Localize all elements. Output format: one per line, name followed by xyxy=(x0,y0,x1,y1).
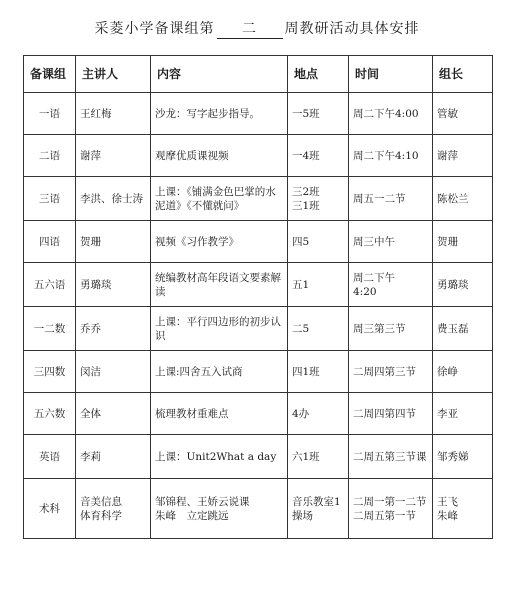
cell-speaker: 王红梅 xyxy=(76,93,151,135)
table-row xyxy=(24,93,493,135)
cell-time: 周二下午4:00 xyxy=(349,93,433,135)
cell-leader: 费玉磊 xyxy=(433,307,493,351)
cell-speaker: 贺珊 xyxy=(76,221,151,263)
cell-location: 三2班 三1班 xyxy=(288,177,349,221)
cell-content: 上课：平行四边形的初步认识 xyxy=(151,307,288,351)
cell-content: 上课：Unit2What a day xyxy=(151,435,288,479)
schedule-table xyxy=(23,55,493,539)
cell-location: 一5班 xyxy=(288,93,349,135)
cell-group: 一语 xyxy=(24,93,76,135)
cell-leader: 徐峥 xyxy=(433,351,493,393)
cell-time: 二周一第一二节 二周五第一节 xyxy=(349,479,433,539)
cell-leader: 陈松兰 xyxy=(433,177,493,221)
cell-leader: 谢萍 xyxy=(433,135,493,177)
cell-speaker: 勇璐琰 xyxy=(76,263,151,307)
cell-group: 术科 xyxy=(24,479,76,539)
header-speaker: 主讲人 xyxy=(76,56,151,93)
cell-location: 六1班 xyxy=(288,435,349,479)
cell-content: 上课:四舍五入试商 xyxy=(151,351,288,393)
cell-time: 二周四第三节 xyxy=(349,351,433,393)
cell-content: 沙龙：写字起步指导。 xyxy=(151,93,288,135)
cell-content: 邹锦程、王娇云说课 朱峰 立定跳远 xyxy=(151,479,288,539)
table-row xyxy=(24,351,493,393)
cell-content: 观摩优质课视频 xyxy=(151,135,288,177)
table-row xyxy=(24,135,493,177)
week-number: 二 xyxy=(217,18,283,39)
cell-speaker: 闵洁 xyxy=(76,351,151,393)
cell-location: 4办 xyxy=(288,393,349,435)
header-row xyxy=(24,56,493,93)
document-title xyxy=(0,18,514,39)
cell-speaker: 李莉 xyxy=(76,435,151,479)
cell-content: 统编教材高年段语文要素解读 xyxy=(151,263,288,307)
cell-leader: 管敏 xyxy=(433,93,493,135)
cell-location: 一4班 xyxy=(288,135,349,177)
cell-time: 周三中午 xyxy=(349,221,433,263)
cell-group: 五六语 xyxy=(24,263,76,307)
cell-time: 二周五第三节课 xyxy=(349,435,433,479)
cell-content: 上课：《铺满金色巴掌的水泥道》《不懂就问》 xyxy=(151,177,288,221)
table-body xyxy=(24,93,493,539)
cell-speaker: 李洪、徐士涛 xyxy=(76,177,151,221)
cell-content: 梳理教材重难点 xyxy=(151,393,288,435)
table-row xyxy=(24,307,493,351)
header-time: 时间 xyxy=(349,56,433,93)
cell-group: 英语 xyxy=(24,435,76,479)
header-group: 备课组 xyxy=(24,56,76,93)
cell-leader: 李亚 xyxy=(433,393,493,435)
cell-leader: 贺珊 xyxy=(433,221,493,263)
title-prefix: 采菱小学备课组第 xyxy=(94,21,215,37)
table-row xyxy=(24,435,493,479)
cell-group: 五六数 xyxy=(24,393,76,435)
table-row xyxy=(24,263,493,307)
header-leader: 组长 xyxy=(433,56,493,93)
cell-group: 四语 xyxy=(24,221,76,263)
cell-group: 三语 xyxy=(24,177,76,221)
cell-time: 周二下午4:10 xyxy=(349,135,433,177)
cell-leader: 邹秀娣 xyxy=(433,435,493,479)
cell-time: 周三第三节 xyxy=(349,307,433,351)
cell-time: 二周四第四节 xyxy=(349,393,433,435)
cell-group: 一二数 xyxy=(24,307,76,351)
cell-speaker: 全体 xyxy=(76,393,151,435)
table-row xyxy=(24,479,493,539)
cell-location: 音乐教室1 操场 xyxy=(288,479,349,539)
cell-location: 四1班 xyxy=(288,351,349,393)
cell-time: 周五一二节 xyxy=(349,177,433,221)
cell-content: 视频《习作教学》 xyxy=(151,221,288,263)
cell-group: 二语 xyxy=(24,135,76,177)
cell-location: 五1 xyxy=(288,263,349,307)
cell-group: 三四数 xyxy=(24,351,76,393)
title-suffix: 周教研活动具体安排 xyxy=(284,21,420,37)
cell-leader: 王飞 朱峰 xyxy=(433,479,493,539)
table-row xyxy=(24,177,493,221)
cell-leader: 勇璐琰 xyxy=(433,263,493,307)
cell-location: 四5 xyxy=(288,221,349,263)
cell-speaker: 乔乔 xyxy=(76,307,151,351)
table-row xyxy=(24,221,493,263)
cell-speaker: 谢萍 xyxy=(76,135,151,177)
cell-speaker: 音美信息 体育科学 xyxy=(76,479,151,539)
table-row xyxy=(24,393,493,435)
cell-location: 二5 xyxy=(288,307,349,351)
cell-time: 周二下午 4:20 xyxy=(349,263,433,307)
header-content: 内容 xyxy=(151,56,288,93)
header-location: 地点 xyxy=(288,56,349,93)
